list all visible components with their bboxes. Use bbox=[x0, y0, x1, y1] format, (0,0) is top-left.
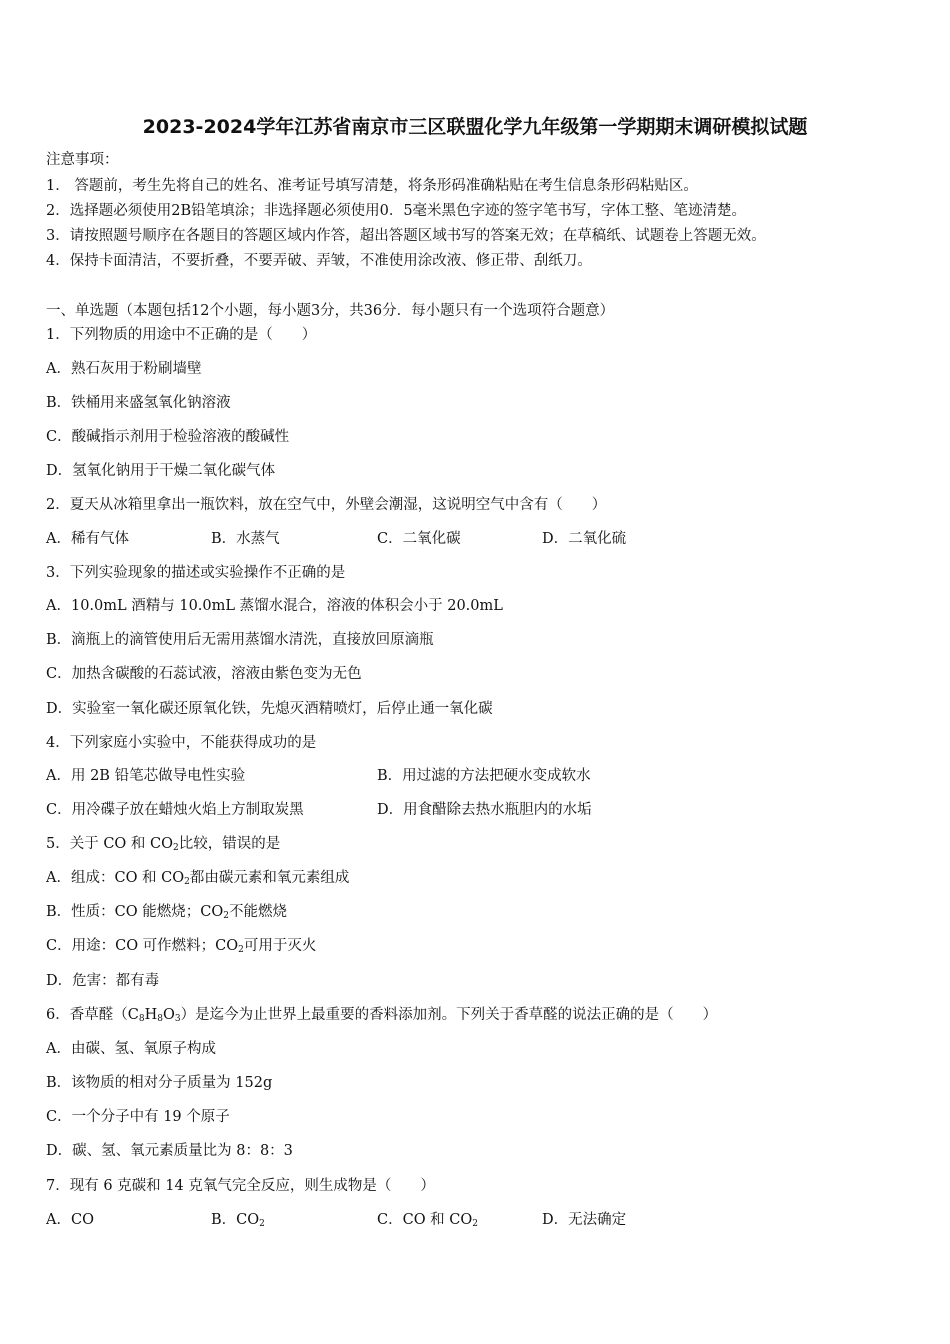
question-7-option-c bbox=[377, 1210, 478, 1234]
notice-item-2: 2．选择题必须使用2B铅笔填涂；非选择题必须使用0．5毫米黑色字迹的签字笔书写，字体工整、笔迹清楚。 bbox=[46, 203, 747, 219]
question-4-option-b: B．用过滤的方法把硬水变成软水 bbox=[377, 768, 591, 784]
question-5-option-c bbox=[46, 936, 316, 960]
question-5-stem-pre: 5．关于 CO 和 CO bbox=[46, 836, 174, 852]
question-5-option-a bbox=[46, 868, 349, 892]
question-5-option-c-post: 可用于灭火 bbox=[243, 938, 317, 954]
question-7-option-b-text: B．CO bbox=[211, 1212, 260, 1228]
subscript: 2 bbox=[184, 877, 190, 887]
question-7-option-d: D．无法确定 bbox=[542, 1212, 627, 1228]
subscript: 2 bbox=[259, 1219, 265, 1229]
subscript: 8 bbox=[138, 1014, 145, 1024]
question-2-stem: 2．夏天从冰箱里拿出一瓶饮料，放在空气中，外壁会潮湿，这说明空气中含有（ ） bbox=[46, 497, 607, 513]
question-3-option-b: B．滴瓶上的滴管使用后无需用蒸馏水清洗，直接放回原滴瓶 bbox=[46, 632, 434, 648]
question-6-stem bbox=[46, 1005, 717, 1029]
question-2-option-c: C．二氧化碳 bbox=[377, 531, 461, 547]
question-3-option-a: A．10.0mL 酒精与 10.0mL 蒸馏水混合，溶液的体积会小于 20.0mL bbox=[46, 598, 503, 614]
page-title: 2023-2024学年江苏省南京市三区联盟化学九年级第一学期期末调研模拟试题 bbox=[142, 116, 808, 138]
question-6-option-c: C．一个分子中有 19 个原子 bbox=[46, 1109, 230, 1125]
question-2-option-b: B．水蒸气 bbox=[211, 531, 280, 547]
notice-item-3: 3．请按照题号顺序在各题目的答题区域内作答，超出答题区域书写的答案无效；在草稿纸、试题卷上答题无效。 bbox=[46, 228, 766, 244]
question-5-option-b bbox=[46, 902, 287, 926]
question-5-option-c-pre: C．用途：CO 可作燃料；CO bbox=[46, 938, 239, 954]
subscript: 8 bbox=[157, 1014, 163, 1024]
subscript: 2 bbox=[472, 1219, 479, 1229]
section-heading: 一、单选题（本题包括12个小题，每小题3分，共36分．每小题只有一个选项符合题意） bbox=[46, 303, 615, 319]
question-2-option-d: D．二氧化硫 bbox=[542, 531, 627, 547]
question-5-option-a-post: 都由碳元素和氧元素组成 bbox=[189, 870, 350, 886]
question-1-option-a: A．熟石灰用于粉刷墙壁 bbox=[46, 361, 202, 377]
question-1-option-d: D．氢氧化钠用于干燥二氧化碳气体 bbox=[46, 463, 276, 479]
question-1-option-b: B．铁桶用来盛氢氧化钠溶液 bbox=[46, 395, 231, 411]
question-7-option-a: A．CO bbox=[46, 1212, 94, 1228]
question-5-stem-post: 比较，错误的是 bbox=[178, 836, 281, 852]
question-4-option-d: D．用食醋除去热水瓶胆内的水垢 bbox=[377, 802, 592, 818]
question-7-option-c-text: C．CO 和 CO bbox=[377, 1212, 473, 1228]
formula-o: O bbox=[162, 1007, 175, 1023]
question-5-option-a-pre: A．组成：CO 和 CO bbox=[46, 870, 185, 886]
question-4-option-a: A．用 2B 铅笔芯做导电性实验 bbox=[46, 768, 246, 784]
question-6-option-b: B．该物质的相对分子质量为 152g bbox=[46, 1075, 273, 1091]
question-4-stem: 4．下列家庭小实验中，不能获得成功的是 bbox=[46, 735, 317, 751]
question-7-option-b bbox=[211, 1210, 265, 1234]
subscript: 3 bbox=[174, 1014, 181, 1024]
question-3-option-d: D．实验室一氧化碳还原氧化铁，先熄灭酒精喷灯，后停止通一氧化碳 bbox=[46, 701, 493, 717]
formula-h: H bbox=[144, 1007, 158, 1023]
question-3-stem: 3．下列实验现象的描述或实验操作不正确的是 bbox=[46, 565, 346, 581]
subscript: 2 bbox=[223, 911, 229, 921]
notice-heading: 注意事项： bbox=[46, 152, 119, 168]
question-5-option-d: D．危害：都有毒 bbox=[46, 973, 160, 989]
question-2-option-a: A．稀有气体 bbox=[46, 531, 129, 547]
question-6-option-a: A．由碳、氢、氧原子构成 bbox=[46, 1041, 216, 1057]
question-4-option-c: C．用冷碟子放在蜡烛火焰上方制取炭黑 bbox=[46, 802, 304, 818]
question-5-stem bbox=[46, 834, 280, 858]
question-6-stem-post: ）是迄今为止世界上最重要的香料添加剂。下列关于香草醛的说法正确的是（ ） bbox=[180, 1007, 718, 1023]
question-6-option-d: D．碳、氢、氧元素质量比为 8：8：3 bbox=[46, 1143, 293, 1159]
notice-item-1: 1． 答题前，考生先将自己的姓名、准考证号填写清楚，将条形码准确粘贴在考生信息条形码粘贴区。 bbox=[46, 178, 698, 194]
question-5-option-b-pre: B．性质：CO 能燃烧；CO bbox=[46, 904, 224, 920]
question-1-option-c: C．酸碱指示剂用于检验溶液的酸碱性 bbox=[46, 429, 290, 445]
question-3-option-c: C．加热含碳酸的石蕊试液，溶液由紫色变为无色 bbox=[46, 666, 362, 682]
notice-item-4: 4．保持卡面清洁，不要折叠，不要弄破、弄皱，不准使用涂改液、修正带、刮纸刀。 bbox=[46, 253, 592, 269]
subscript: 2 bbox=[238, 945, 244, 955]
subscript: 2 bbox=[173, 843, 179, 853]
question-1-stem: 1．下列物质的用途中不正确的是（ ） bbox=[46, 327, 317, 343]
question-6-stem-pre: 6．香草醛（C bbox=[46, 1007, 139, 1023]
question-7-stem: 7．现有 6 克碳和 14 克氧气完全反应，则生成物是（ ） bbox=[46, 1178, 435, 1194]
question-5-option-b-post: 不能燃烧 bbox=[228, 904, 287, 920]
